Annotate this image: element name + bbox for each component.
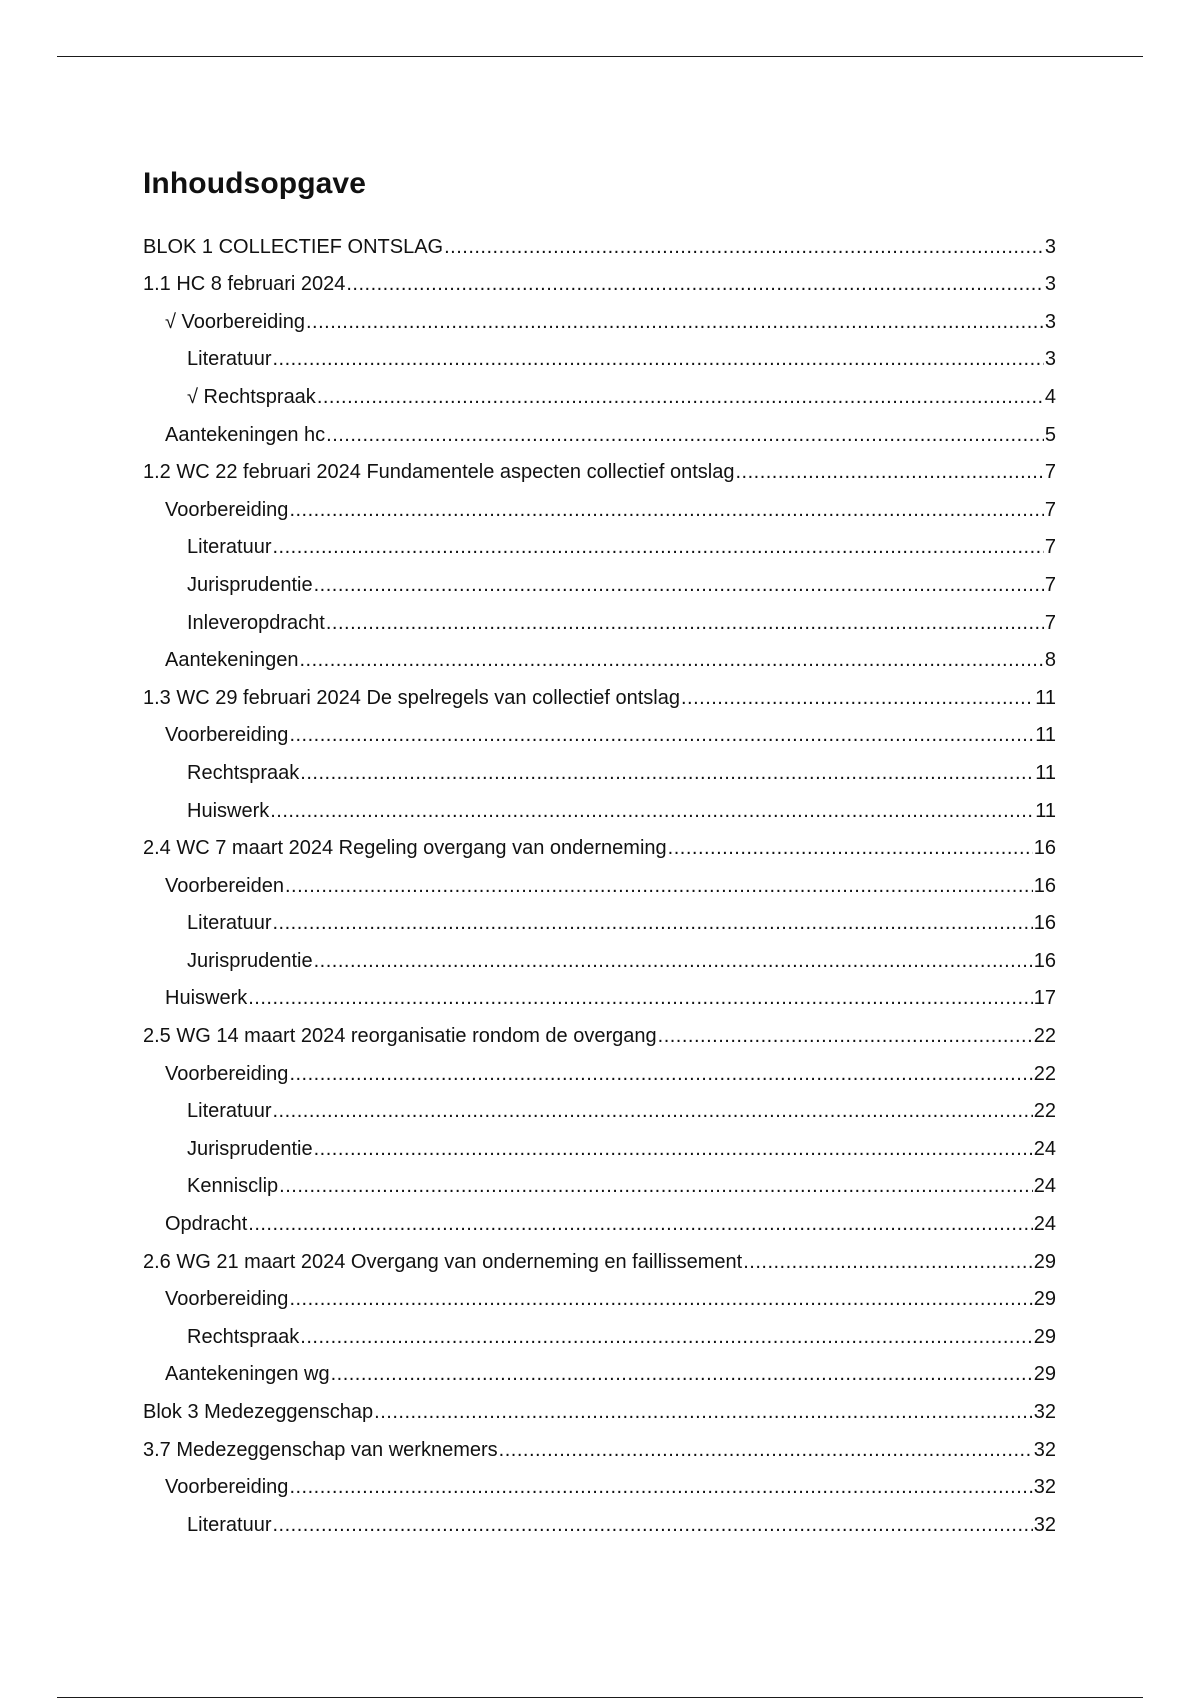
toc-page-number: 29 (1033, 1363, 1056, 1386)
toc-entry[interactable] (143, 1349, 1056, 1387)
toc-entry[interactable] (143, 1161, 1056, 1199)
toc-entry[interactable] (143, 1198, 1056, 1236)
bottom-rule (57, 1697, 1143, 1698)
toc-page-number: 32 (1033, 1438, 1056, 1461)
dot-leader (735, 460, 1043, 484)
toc-page-number: 32 (1033, 1476, 1056, 1499)
toc-entry-text: Jurisprudentie (187, 573, 313, 596)
dot-leader (289, 1475, 1032, 1499)
toc-entry-text: 3.7 Medezeggenschap van werknemers (143, 1438, 498, 1461)
toc-entry-text: Voorbereiding (165, 724, 289, 747)
toc-entry-text: Literatuur (187, 912, 272, 935)
toc-entry-text: Voorbereiding (165, 1288, 289, 1311)
toc-entry-text: Blok 3 Medezeggenschap (143, 1401, 374, 1423)
toc-page-number: 7 (1044, 573, 1056, 596)
toc-entry[interactable] (143, 935, 1056, 973)
toc-entry[interactable] (143, 860, 1056, 898)
toc-entry[interactable] (143, 1236, 1056, 1274)
dot-leader (289, 723, 1034, 747)
toc-entry[interactable] (143, 597, 1056, 635)
toc-entry-text: Aantekeningen hc (165, 423, 326, 446)
toc-entry-text: Huiswerk (187, 799, 270, 822)
toc-entry-text: BLOK 1 COLLECTIEF ONTSLAG (143, 235, 444, 258)
toc-entry-text: 1.1 HC 8 februari 2024 (143, 273, 346, 296)
toc-page-number: 7 (1044, 498, 1056, 521)
dot-leader (273, 1099, 1033, 1123)
toc-entry[interactable] (143, 1499, 1056, 1537)
toc-title: Inhoudsopgave (143, 167, 366, 200)
toc-entry[interactable] (143, 1123, 1056, 1161)
dot-leader (289, 498, 1043, 522)
dot-leader (248, 986, 1033, 1010)
toc-page-number: 3 (1044, 310, 1056, 333)
toc-entry-text: √ Rechtspraak (187, 385, 316, 408)
toc-page-number: 32 (1033, 1401, 1056, 1423)
dot-leader (273, 347, 1044, 371)
toc-entry-text: Literatuur (187, 536, 272, 559)
toc-entry[interactable] (143, 522, 1056, 560)
toc-page-number: 16 (1033, 912, 1056, 935)
toc-entry[interactable] (143, 409, 1056, 447)
dot-leader (279, 1174, 1033, 1198)
toc-page-number: 22 (1033, 1025, 1056, 1048)
toc-entry[interactable] (143, 672, 1056, 710)
toc-entry[interactable] (143, 371, 1056, 409)
toc-entry[interactable] (143, 710, 1056, 748)
toc-entry-text: Rechtspraak (187, 761, 300, 784)
dot-leader (314, 573, 1044, 597)
toc-entry-text: Inleveropdracht (187, 611, 325, 634)
toc-entry[interactable] (143, 1462, 1056, 1500)
dot-leader (285, 874, 1033, 898)
toc-entry-text: 1.3 WC 29 februari 2024 De spelregels van collectief ontslag (143, 686, 680, 709)
toc-entry[interactable] (143, 296, 1056, 334)
toc-page-number: 11 (1035, 686, 1056, 709)
toc-page-number: 11 (1035, 724, 1056, 747)
toc-entry[interactable] (143, 484, 1056, 522)
dot-leader (326, 611, 1044, 635)
toc-page-number: 24 (1033, 1213, 1056, 1236)
dot-leader (273, 1513, 1033, 1537)
dot-leader (331, 1362, 1033, 1386)
toc-entry-text: Voorbereiding (165, 498, 289, 521)
toc-page-number: 16 (1033, 949, 1056, 972)
toc-entry[interactable] (143, 1311, 1056, 1349)
dot-leader (300, 761, 1034, 785)
toc-entry[interactable] (143, 1048, 1056, 1086)
dot-leader (273, 911, 1033, 935)
dot-leader (289, 1062, 1032, 1086)
toc-page-number: 8 (1044, 649, 1056, 672)
dot-leader (299, 648, 1043, 672)
toc-page-number: 3 (1044, 235, 1056, 258)
toc-entry[interactable] (143, 334, 1056, 372)
dot-leader (273, 535, 1044, 559)
toc-entry-text: Literatuur (187, 1513, 272, 1536)
toc-page-number: 29 (1033, 1325, 1056, 1348)
toc-page-number: 4 (1044, 385, 1056, 408)
toc-page-number: 7 (1044, 611, 1056, 634)
toc-page-number: 3 (1044, 273, 1056, 296)
toc-entry-text: Voorbereiding (165, 1062, 289, 1085)
dot-leader (314, 949, 1033, 973)
dot-leader (681, 686, 1034, 710)
toc-entry-text: Literatuur (187, 1100, 272, 1123)
toc-page-number: 29 (1033, 1288, 1056, 1311)
toc-page-number: 11 (1035, 799, 1056, 822)
dot-leader (346, 272, 1044, 296)
dot-leader (317, 385, 1044, 409)
toc-entry[interactable] (143, 1086, 1056, 1124)
toc-entry[interactable] (143, 898, 1056, 936)
toc-entry[interactable] (143, 559, 1056, 597)
toc-page-number: 24 (1033, 1137, 1056, 1160)
dot-leader (743, 1250, 1033, 1274)
toc-page-number: 24 (1033, 1175, 1056, 1198)
toc-entry[interactable] (143, 447, 1056, 485)
dot-leader (300, 1325, 1032, 1349)
toc-entry[interactable] (143, 1424, 1056, 1462)
toc-entry[interactable] (143, 1274, 1056, 1312)
toc-page-number: 5 (1044, 423, 1056, 446)
toc-entry[interactable] (143, 259, 1056, 297)
toc-entry-text: Kennisclip (187, 1175, 279, 1198)
toc-page-number: 22 (1033, 1062, 1056, 1085)
toc-page-number: 16 (1033, 874, 1056, 897)
toc-entry-text: Voorbereiding (165, 1476, 289, 1499)
toc-entry-text: √ Voorbereiding (165, 310, 305, 333)
toc-entry-text: Opdracht (165, 1213, 248, 1236)
toc-page-number: 3 (1044, 348, 1056, 371)
toc-entry[interactable] (143, 823, 1056, 861)
dot-leader (444, 235, 1044, 259)
toc-entry-text: Aantekeningen wg (165, 1363, 330, 1386)
toc-entry[interactable] (143, 1010, 1056, 1048)
toc-entry-text: 2.4 WC 7 maart 2024 Regeling overgang van onderneming (143, 837, 667, 860)
toc-entry-text: 2.5 WG 14 maart 2024 reorganisatie rondom de overgang (143, 1025, 657, 1048)
toc-entry[interactable] (143, 1386, 1056, 1424)
dot-leader (499, 1438, 1033, 1462)
toc-entry-text: 2.6 WG 21 maart 2024 Overgang van onderneming en faillissement (143, 1250, 743, 1273)
dot-leader (374, 1400, 1033, 1424)
toc-page-number: 16 (1033, 837, 1056, 860)
toc-entry[interactable] (143, 221, 1056, 259)
dot-leader (306, 310, 1044, 334)
dot-leader (314, 1137, 1033, 1161)
toc-entry-text: Huiswerk (165, 987, 248, 1010)
dot-leader (270, 799, 1034, 823)
toc-entry-text: Voorbereiden (165, 874, 284, 897)
toc-entry[interactable] (143, 747, 1056, 785)
toc-entry-text: Rechtspraak (187, 1325, 300, 1348)
toc-page-number: 22 (1033, 1100, 1056, 1123)
dot-leader (289, 1287, 1032, 1311)
toc-entry[interactable] (143, 973, 1056, 1011)
toc-page-number: 7 (1044, 461, 1056, 484)
top-rule (57, 56, 1143, 57)
toc-entry[interactable] (143, 635, 1056, 673)
toc-page-number: 11 (1035, 761, 1056, 784)
toc-entry-text: Aantekeningen (165, 649, 299, 672)
toc-entry-text: Jurisprudentie (187, 949, 313, 972)
toc-page-number: 17 (1033, 987, 1056, 1010)
dot-leader (658, 1024, 1033, 1048)
dot-leader (248, 1212, 1032, 1236)
toc-list (143, 221, 1056, 1537)
toc-page-number: 29 (1033, 1250, 1056, 1273)
toc-page-number: 32 (1033, 1513, 1056, 1536)
toc-entry[interactable] (143, 785, 1056, 823)
dot-leader (326, 423, 1044, 447)
toc-page-number: 7 (1044, 536, 1056, 559)
dot-leader (668, 836, 1033, 860)
toc-entry-text: 1.2 WC 22 februari 2024 Fundamentele aspecten collectief ontslag (143, 461, 735, 484)
toc-entry-text: Jurisprudentie (187, 1137, 313, 1160)
toc-entry-text: Literatuur (187, 348, 272, 371)
